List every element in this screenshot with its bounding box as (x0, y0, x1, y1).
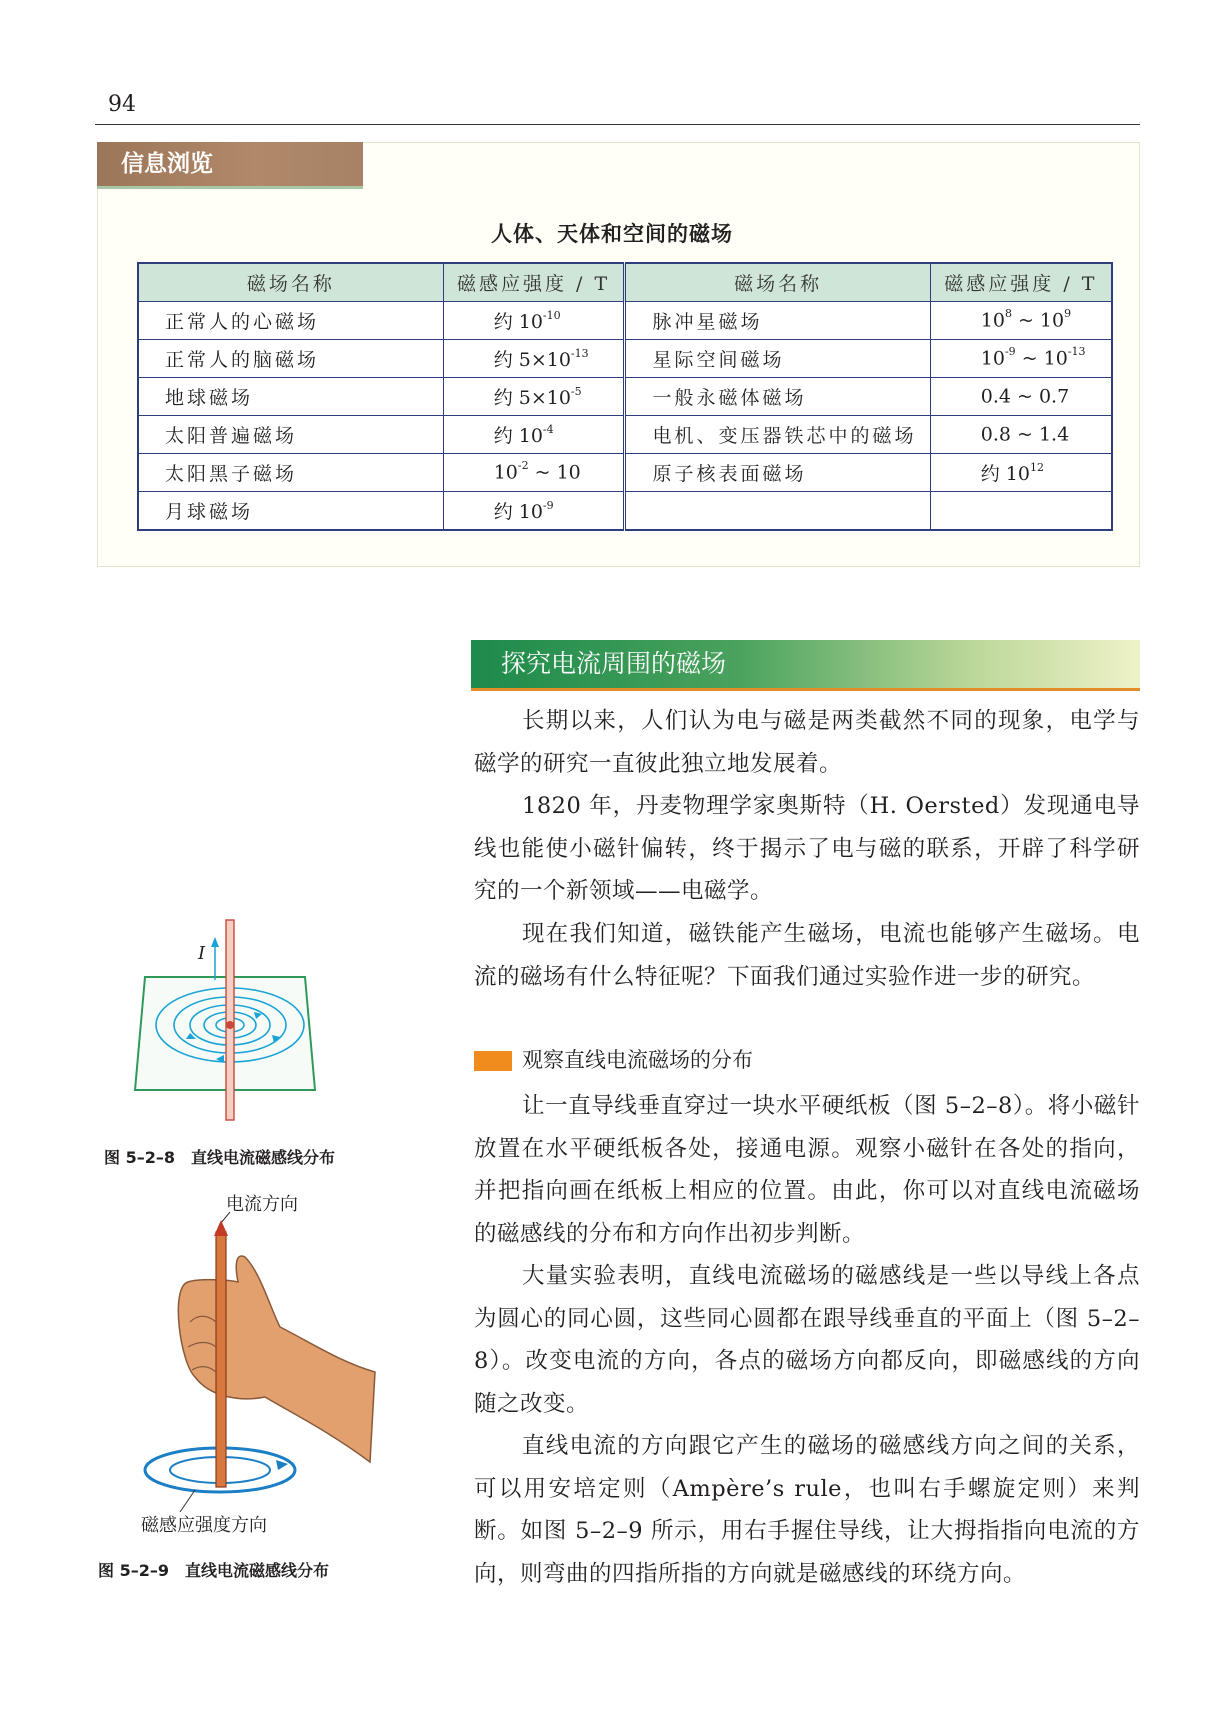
info-box-tab-underline (97, 186, 363, 189)
table-cell-value: $10^8$ ~ $10^9$ (930, 302, 1112, 340)
paragraph: 1820 年，丹麦物理学家奥斯特（H. Oersted）发现通电导线也能使小磁针偏转，终于揭示了电与磁的联系，开辟了科学研究的一个新领域——电磁学。 (474, 793, 1140, 904)
table-row (138, 378, 1112, 416)
figure-caption: 图 5–2–8 直线电流磁感线分布 (104, 1148, 335, 1167)
table-cell-name: 星际空间磁场 (625, 340, 930, 378)
paragraph: 让一直导线垂直穿过一块水平硬纸板（图 5–2–8）。将小磁针放置在水平硬纸板各处，接通电源。观察小磁针在各处的指向，并把指向画在纸板上相应的位置。由此，你可以对直线电流磁场的磁感线的分布和方向作出初步判断。 (474, 1093, 1140, 1247)
paragraph: 长期以来，人们认为电与磁是两类截然不同的现象，电学与磁学的研究一直彼此独立地发展着。 (474, 708, 1140, 777)
table-header-cell: 磁场名称 (138, 263, 443, 302)
table-row (138, 416, 1112, 454)
paragraph: 大量实验表明，直线电流磁场的磁感线是一些以导线上各点为圆心的同心圆，这些同心圆都在跟导线垂直的平面上（图 5–2–8）。改变电流的方向，各点的磁场方向都反向，即磁感线的方向随之改变。 (474, 1263, 1140, 1417)
magnetic-field-table (137, 262, 1113, 531)
table-cell-name: 原子核表面磁场 (625, 454, 930, 492)
field-direction-label: 磁感应强度方向 (141, 1515, 267, 1536)
table-cell-value (930, 492, 1112, 531)
table-cell-value: 约 $10^{-4}$ (443, 416, 625, 454)
figure-5-2-9-illustration (140, 1212, 380, 1512)
field-arrow-icon (276, 1460, 288, 1470)
current-arrow-icon (211, 937, 219, 947)
table-cell-name: 正常人的心磁场 (138, 302, 443, 340)
table-cell-value: 约 $10^{12}$ (930, 454, 1112, 492)
figure-caption: 图 5–2–9 直线电流磁感线分布 (98, 1561, 329, 1580)
table-cell-name: 太阳普遍磁场 (138, 416, 443, 454)
wire (226, 920, 234, 1120)
table-title: 人体、天体和空间的磁场 (491, 222, 733, 246)
table-cell-value: $10^{-2}$ ~ 10 (443, 454, 625, 492)
current-arrow-icon (214, 1220, 228, 1236)
hand-icon (178, 1256, 375, 1462)
table-cell-name: 正常人的脑磁场 (138, 340, 443, 378)
table-row (138, 340, 1112, 378)
table-row (138, 454, 1112, 492)
figure-5-2-8-illustration (130, 915, 330, 1125)
table-cell-value: $10^{-9}$ ~ $10^{-13}$ (930, 340, 1112, 378)
table-header-cell: 磁感应强度 / T (930, 263, 1112, 302)
table-cell-name: 太阳黑子磁场 (138, 454, 443, 492)
subsection-title: 观察直线电流磁场的分布 (522, 1048, 753, 1072)
table-cell-name: 地球磁场 (138, 378, 443, 416)
info-box-tab: 信息浏览 (97, 142, 363, 186)
table-row (138, 492, 1112, 531)
table-cell-value: 约 $5\times 10^{-5}$ (443, 378, 625, 416)
section-title-underline (471, 688, 1140, 691)
header-rule (95, 124, 1140, 125)
table-cell-value: 约 $10^{-9}$ (443, 492, 625, 531)
subsection-marker (474, 1051, 512, 1071)
table-header-row (138, 263, 1112, 302)
table-cell-name (625, 492, 930, 531)
table-header-cell: 磁感应强度 / T (443, 263, 625, 302)
paragraph: 直线电流的方向跟它产生的磁场的磁感线方向之间的关系，可以用安培定则（Ampère’s rule，也叫右手螺旋定则）来判断。如图 5–2–9 所示，用右手握住导线，让大拇指指向电流的方向，则弯曲的四指所指的方向就是磁感线的环绕方向。 (474, 1433, 1140, 1587)
table-cell-value: 0.4 ~ 0.7 (930, 378, 1112, 416)
table-cell-name: 脉冲星磁场 (625, 302, 930, 340)
table-header-cell: 磁场名称 (625, 263, 930, 302)
table-cell-name: 一般永磁体磁场 (625, 378, 930, 416)
wire (216, 1232, 226, 1487)
cardboard-plane (135, 977, 315, 1090)
table-cell-name: 月球磁场 (138, 492, 443, 531)
table-cell-name: 电机、变压器铁芯中的磁场 (625, 416, 930, 454)
table-cell-value: 0.8 ~ 1.4 (930, 416, 1112, 454)
current-direction-label: 电流方向 (226, 1194, 298, 1215)
page-number: 94 (108, 92, 136, 117)
paragraph: 现在我们知道，磁铁能产生磁场，电流也能够产生磁场。电流的磁场有什么特征呢？下面我们通过实验作进一步的研究。 (474, 921, 1140, 990)
table-cell-value: 约 $5\times 10^{-13}$ (443, 340, 625, 378)
table-row (138, 302, 1112, 340)
current-label: I (198, 943, 206, 964)
table-cell-value: 约 $10^{-10}$ (443, 302, 625, 340)
section-title: 探究电流周围的磁场 (471, 640, 1140, 688)
